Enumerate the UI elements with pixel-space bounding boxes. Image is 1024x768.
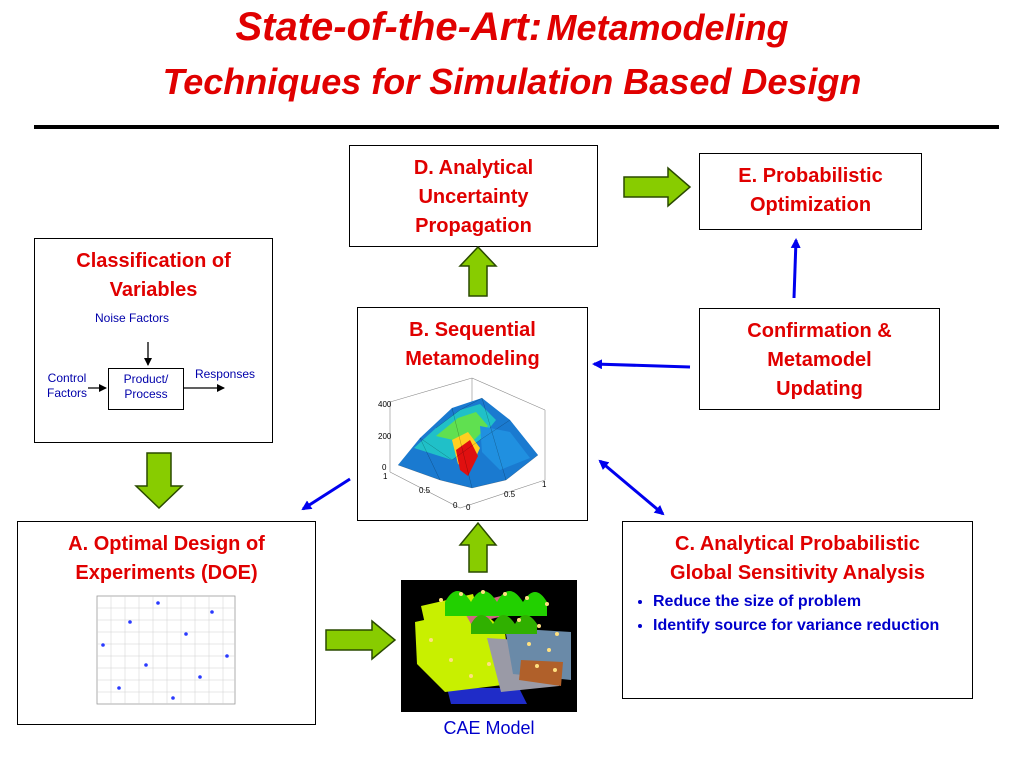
green-arrow-classification-to-a bbox=[136, 453, 182, 508]
y-tick-half: 0.5 bbox=[419, 486, 431, 495]
noise-factors-label: Noise Factors bbox=[94, 311, 170, 325]
metamodel-surface-plot bbox=[390, 378, 545, 508]
blue-arrow-confirmation-to-e bbox=[794, 240, 796, 298]
cae-model-caption: CAE Model bbox=[443, 718, 535, 738]
box-b-title: B. Sequential Metamodeling bbox=[405, 319, 540, 370]
z-tick-400: 400 bbox=[378, 400, 392, 409]
box-c-bullet-1: • Reduce the size of problem bbox=[653, 590, 972, 614]
z-tick-0: 0 bbox=[382, 463, 387, 472]
doe-grid-plot bbox=[97, 596, 235, 704]
z-tick-200: 200 bbox=[378, 432, 392, 441]
x-tick-half: 0.5 bbox=[504, 490, 516, 499]
title-line2: Techniques for Simulation Based Design bbox=[162, 61, 862, 102]
blue-arrow-b-to-a bbox=[303, 479, 350, 509]
x-tick-0: 0 bbox=[466, 503, 471, 512]
box-c-bullet-2: • Identify source for variance reduction bbox=[653, 614, 972, 638]
box-d-title: D. Analytical Uncertainty Propagation bbox=[413, 157, 534, 237]
responses-label: Responses bbox=[194, 367, 256, 381]
green-arrow-b-to-d bbox=[460, 247, 496, 296]
y-tick-0: 0 bbox=[453, 501, 458, 510]
control-factors-label: Control Factors bbox=[46, 371, 87, 400]
box-e-title: E. Probabilistic Optimization bbox=[738, 165, 883, 216]
product-process-block: Product/ Process bbox=[108, 368, 184, 410]
box-a-title: A. Optimal Design of Experiments (DOE) bbox=[68, 533, 265, 584]
y-tick-1: 1 bbox=[383, 472, 388, 481]
title-part1: State-of-the-Art: bbox=[235, 5, 543, 49]
box-c-title: C. Analytical Probabilistic Global Sensitivity Analysis bbox=[670, 533, 925, 584]
blue-arrow-b-c-bidirectional bbox=[600, 461, 663, 514]
x-tick-1: 1 bbox=[542, 480, 547, 489]
confirmation-title: Confirmation & Metamodel Updating bbox=[747, 320, 892, 400]
green-arrow-cae-to-b bbox=[460, 523, 496, 572]
green-arrow-d-to-e bbox=[624, 168, 690, 206]
blue-arrow-confirmation-to-b bbox=[594, 364, 690, 367]
classification-title: Classification of Variables bbox=[76, 250, 231, 301]
title-part2: Metamodeling bbox=[546, 7, 789, 48]
green-arrow-a-to-cae bbox=[326, 621, 395, 659]
